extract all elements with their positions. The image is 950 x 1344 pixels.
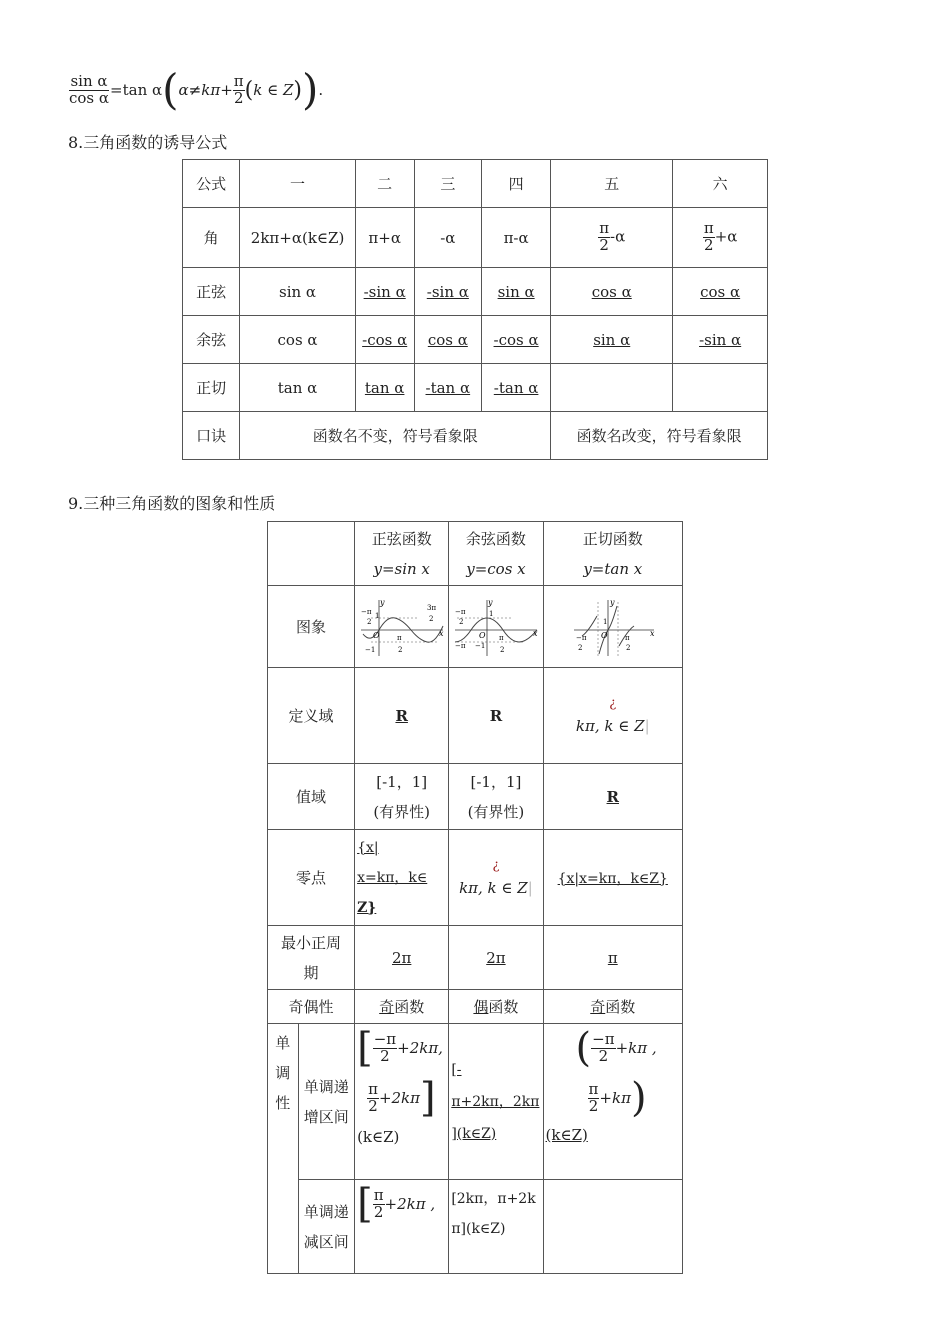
tangent-graph-svg [570, 596, 656, 658]
sine-row: 正弦 sin α -sin α -sin α sin α cos α cos α [183, 268, 768, 316]
trig-properties-table [267, 521, 683, 1274]
svg-text:O: O [478, 630, 486, 640]
tangent-graph [543, 586, 682, 668]
section-8-heading: 8.三角函数的诱导公式 [68, 133, 228, 152]
mnemonic-row: 口诀 函数名不变，符号看象限 函数名改变，符号看象限 [183, 412, 768, 460]
svg-text:2: 2 [428, 614, 434, 623]
cosine-row: 余弦 cos α -cos α cos α -cos α sin α -sin α [183, 316, 768, 364]
svg-text:−π: −π [454, 607, 466, 616]
sin-over-cos-fraction: $\frac{\text{sin α}}{\text{cos α}}$ [69, 71, 110, 107]
svg-text:2: 2 [625, 643, 631, 652]
svg-text:π: π [396, 633, 402, 642]
increasing-row: 单 调 性 单调递 增区间 [ $\frac{-\pi}{2}$ +2kπ, $\frac{\pi}{2}$ +2kπ ] (k∈Z) [- π+2kπ，2kπ ](k∈Z) ( $\frac{-\pi}{2}$ +kπ , $\frac{\pi}{2}$ +kπ ) (k∈Z) [268, 1024, 683, 1180]
svg-text:−π: −π [360, 607, 372, 616]
svg-text:x: x [438, 628, 444, 638]
svg-text:−π: −π [575, 633, 587, 642]
svg-text:−π: −π [454, 641, 466, 650]
tangent-row: 正切 tan α tan α -tan α -tan α [183, 364, 768, 412]
header-label: 公式 [183, 160, 240, 208]
svg-text:x: x [532, 628, 538, 638]
monotonicity-label: 单 调 性 [268, 1024, 299, 1274]
svg-text:1: 1 [374, 611, 380, 620]
svg-text:1: 1 [602, 617, 608, 626]
svg-text:x: x [649, 628, 655, 638]
sine-graph-svg [359, 596, 445, 658]
sine-graph [355, 586, 449, 668]
svg-text:π: π [624, 633, 630, 642]
domain-row: 定义域 R R ¿ kπ, k ∈ Z| [268, 668, 683, 764]
header-row: 公式 一 二 三 四 五 六 [183, 160, 768, 208]
svg-text:1: 1 [488, 609, 494, 618]
left-paren: ( [162, 65, 179, 114]
parity-row: 奇偶性 奇函数 偶函数 奇函数 [268, 990, 683, 1024]
svg-text:O: O [372, 630, 380, 640]
cosine-graph [449, 586, 543, 668]
svg-text:2: 2 [499, 645, 505, 654]
period-row: 最小正周 期 2π 2π π [268, 926, 683, 990]
angle-row: 角 2kπ+α(k∈Z) π+α -α π-α $\frac{\pi}{2}$ -α $\frac{\pi}{2}$ +α [183, 208, 768, 268]
graph-row: 图象 y x O −π 2 1 3π 2 π 2 −1 y x O −π 2 1 π 2 −π −1 y x O −π 2 1 π 2 [268, 586, 683, 668]
svg-text:−1: −1 [474, 641, 486, 650]
right-paren: ) [301, 65, 319, 114]
svg-text:3π: 3π [426, 603, 436, 612]
svg-text:2: 2 [577, 643, 583, 652]
svg-text:−1: −1 [364, 645, 376, 654]
function-header-row: 正弦函数 y=sin x 余弦函数 y=cos x 正切函数 y=tan x [268, 522, 683, 586]
svg-text:O: O [600, 630, 608, 640]
svg-text:2: 2 [397, 645, 403, 654]
svg-text:y: y [379, 597, 385, 607]
svg-text:2: 2 [458, 617, 464, 626]
svg-text:y: y [609, 597, 615, 607]
tan-alpha-text: =tan α [110, 81, 163, 99]
section-9-heading: 9.三种三角函数的图象和性质 [68, 494, 276, 513]
cosine-graph-svg [453, 596, 539, 658]
pi-over-2-fraction: $\frac{\pi}{2}$ [233, 71, 244, 107]
svg-text:2: 2 [366, 617, 372, 626]
range-row: 值域 [-1，1] (有界性) [-1，1] (有界性) R [268, 764, 683, 830]
svg-text:π: π [498, 633, 504, 642]
decreasing-row: 单调递 减区间 [ $\frac{\pi}{2}$ +2kπ , [2kπ，π+2k π](k∈Z) [268, 1180, 683, 1274]
svg-text:y: y [487, 597, 493, 607]
top-formula: $\frac{\text{sin α}}{\text{cos α}}$ =tan α ( α ≠ kπ+ $\frac{\pi}{2}$ ( k ∈ Z ) ) . [69, 65, 324, 114]
zero-row: 零点 {x| x=kπ，k∈ Z} ¿ kπ, k ∈ Z| {x|x=kπ，k∈Z} [268, 830, 683, 926]
induction-formula-table [182, 159, 768, 460]
